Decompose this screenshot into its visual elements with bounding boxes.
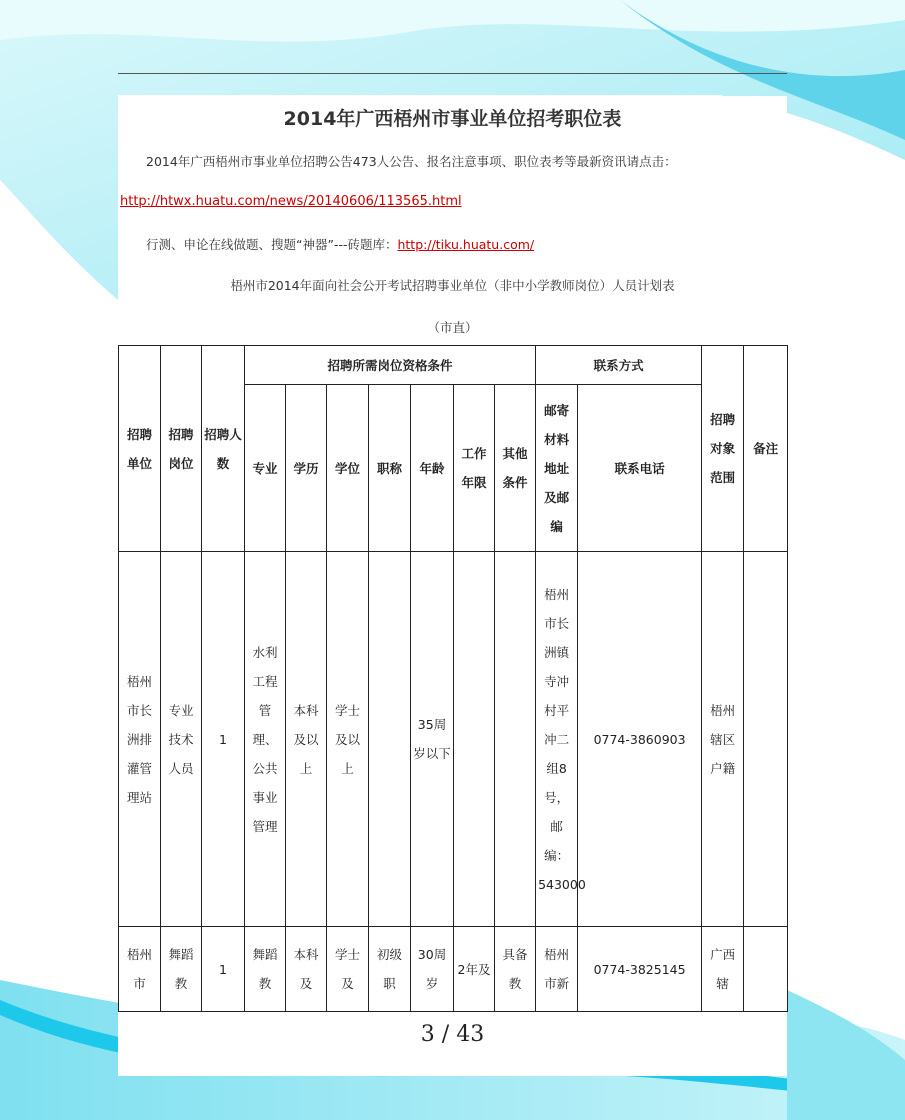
cell-work-years: [454, 552, 495, 927]
cell-major: 舞蹈教: [245, 927, 286, 1012]
cell-title: 初级职: [369, 927, 411, 1012]
header-degree: 学位: [327, 385, 369, 552]
header-contact: 联系方式: [536, 346, 702, 385]
header-remark: 备注: [744, 346, 788, 552]
header-education: 学历: [286, 385, 327, 552]
header-age: 年龄: [411, 385, 454, 552]
header-num: 招聘人数: [202, 346, 245, 552]
header-address: 邮寄材料地址及邮编: [536, 385, 578, 552]
cell-age: 30周岁: [411, 927, 454, 1012]
tiku-paragraph: [146, 235, 534, 253]
cell-num: 1: [202, 927, 245, 1012]
table-row: [119, 927, 788, 1012]
cell-target: 梧州辖区户籍: [702, 552, 744, 927]
cell-unit: 梧州市长洲排灌管理站: [119, 552, 161, 927]
table-row: [119, 552, 788, 927]
tiku-link[interactable]: http://tiku.huatu.com/: [397, 237, 535, 252]
header-phone: 联系电话: [578, 385, 702, 552]
header-target: 招聘对象范围: [702, 346, 744, 552]
document-page: [118, 96, 787, 1076]
cell-age: 35周岁以下: [411, 552, 454, 927]
cell-target: 广西辖: [702, 927, 744, 1012]
cell-post: 舞蹈教: [161, 927, 202, 1012]
cell-unit: 梧州市: [119, 927, 161, 1012]
header-other: 其他条件: [495, 385, 536, 552]
cell-remark: [744, 552, 788, 927]
page-indicator: 3 / 43: [420, 1022, 485, 1047]
table-subtitle: （市直）: [427, 320, 478, 335]
header-work-years: 工作年限: [454, 385, 495, 552]
cell-address: 梧州市长洲镇寺冲村平冲二组8号，邮编：543000: [536, 552, 578, 927]
cell-other: [495, 552, 536, 927]
cell-phone: 0774-3825145: [578, 927, 702, 1012]
cell-title: [369, 552, 411, 927]
page-title: 2014年广西梧州市事业单位招考职位表: [283, 108, 622, 130]
cell-num: 1: [202, 552, 245, 927]
cell-major: 水利工程管理、公共事业管理: [245, 552, 286, 927]
header-unit: 招聘单位: [119, 346, 161, 552]
header-major: 专业: [245, 385, 286, 552]
cell-remark: [744, 927, 788, 1012]
intro-paragraph: 2014年广西梧州市事业单位招聘公告473人公告、报名注意事项、职位表考等最新资讯请点击：: [146, 154, 677, 169]
cell-post: 专业技术人员: [161, 552, 202, 927]
cell-education: 本科及以上: [286, 552, 327, 927]
cell-education: 本科及: [286, 927, 327, 1012]
news-link[interactable]: http://htwx.huatu.com/news/20140606/113565.html: [120, 194, 462, 209]
cell-work-years: 2年及: [454, 927, 495, 1012]
header-title: 职称: [369, 385, 411, 552]
cell-degree: 学士及: [327, 927, 369, 1012]
cell-address: 梧州市新: [536, 927, 578, 1012]
news-link-paragraph: [120, 194, 462, 209]
header-qualifications: 招聘所需岗位资格条件: [245, 346, 536, 385]
header-post: 招聘岗位: [161, 346, 202, 552]
cell-degree: 学士及以上: [327, 552, 369, 927]
cell-phone: 0774-3860903: [578, 552, 702, 927]
cell-other: 具备教: [495, 927, 536, 1012]
tiku-prefix: 行测、申论在线做题、搜题“神器”---砖题库：: [146, 237, 398, 252]
table-title: 梧州市2014年面向社会公开考试招聘事业单位（非中小学教师岗位）人员计划表: [230, 278, 675, 293]
top-rule: [118, 73, 787, 74]
recruitment-table: [118, 345, 788, 1012]
